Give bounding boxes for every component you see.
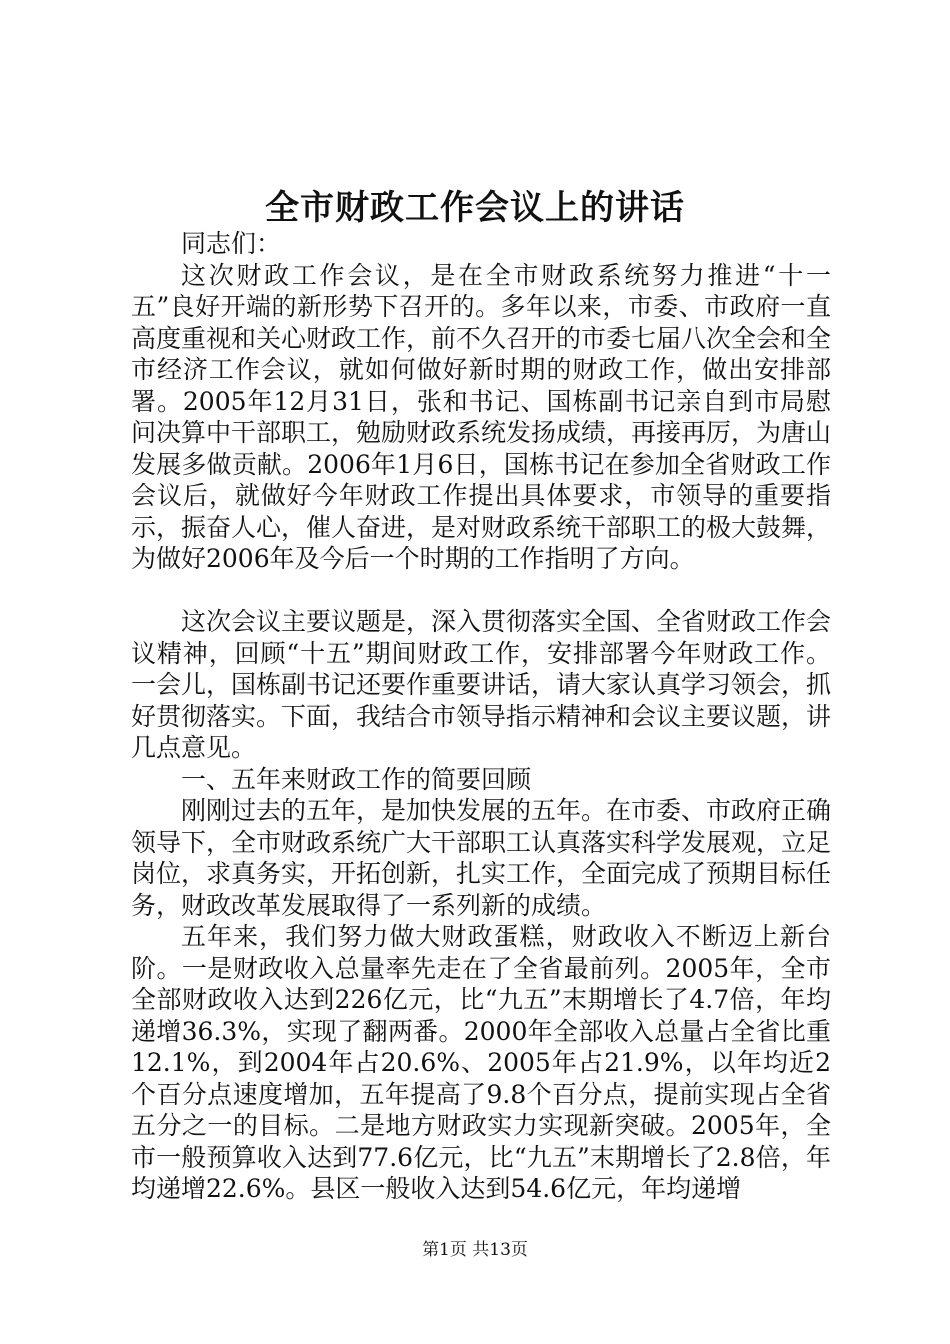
section-heading: 一、五年来财政工作的简要回顾 — [181, 764, 532, 794]
document-body — [131, 228, 831, 1205]
paragraph: 五年来，我们努力做大财政蛋糕，财政收入不断迈上新台阶。一是财政收入总量率先走在了全省最前列。2005年，全市全部财政收入达到226亿元，比“九五”末期增长了4.7倍，年均递增36.3%，实现了翻两番。2000年全部收入总量占全省比重12.1%，到2004年占20.6%、2005年占21.9%，以年均近2个百分点速度增加，五年提高了9.8个百分点，提前实现占全省五分之一的目标。二是地方财政实力实现新突破。2005年，全市一般预算收入达到77.6亿元，比“九五”末期增长了2.8倍，年均递增22.6%。县区一般收入达到54.6亿元，年均递增 — [131, 922, 831, 1203]
paragraph: 这次财政工作会议，是在全市财政系统努力推进“十一五”良好开端的新形势下召开的。多年以来，市委、市政府一直高度重视和关心财政工作，前不久召开的市委七届八次全会和全市经济工作会议，就如何做好新时期的财政工作，做出安排部署。2005年12月31日，张和书记、国栋副书记亲自到市局慰问决算中干部职工，勉励财政系统发扬成绩，再接再厉，为唐山发展多做贡献。2006年1月6日，国栋书记在参加全省财政工作会议后，就做好今年财政工作提出具体要求，市领导的重要指示，振奋人心，催人奋进，是对财政系统干部职工的极大鼓舞，为做好2006年及今后一个时期的工作指明了方向。 — [131, 260, 832, 573]
paragraph: 这次会议主要议题是，深入贯彻落实全国、全省财政工作会议精神，回顾“十五”期间财政工作，安排部署今年财政工作。一会儿，国栋副书记还要作重要讲话，请大家认真学习领会，抓好贯彻落实。下面，我结合市领导指示精神和会议主要议题，讲几点意见。 — [131, 607, 832, 762]
document-title: 全市财政工作会议上的讲话 — [265, 188, 685, 228]
page-footer: 第1页 共13页 — [422, 1240, 528, 1260]
paragraph: 刚刚过去的五年，是加快发展的五年。在市委、市政府正确领导下，全市财政系统广大干部职工认真落实科学发展观，立足岗位，求真务实，开拓创新，扎实工作，全面完成了预期目标任务，财政改革发展取得了一系列新的成绩。 — [131, 796, 832, 920]
salutation: 同志们： — [181, 229, 282, 258]
